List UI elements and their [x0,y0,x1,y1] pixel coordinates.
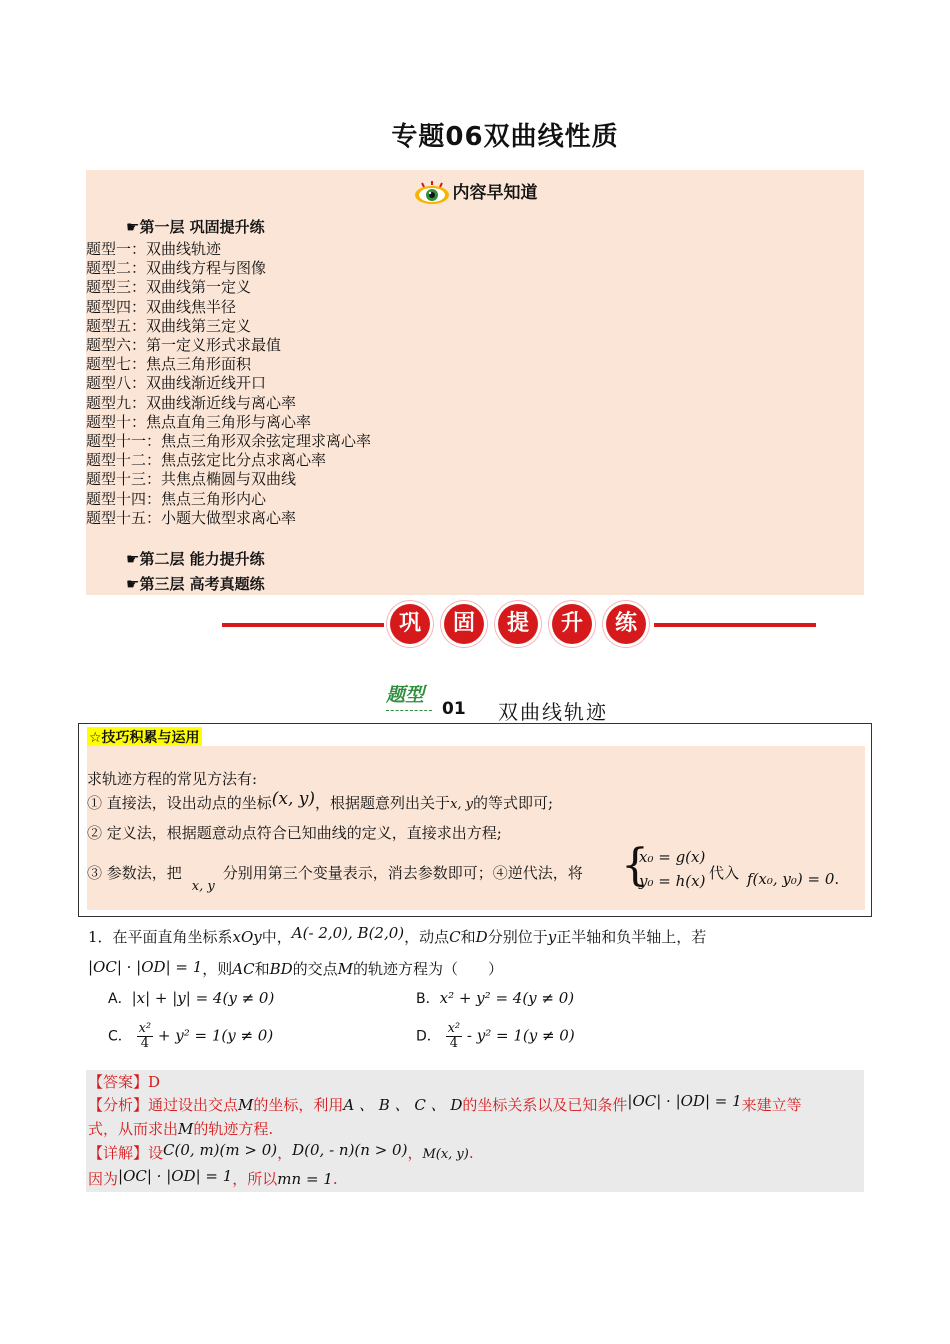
banner-char: 提 [498,604,538,644]
detail-line-2: 因为|OC| · |OD| = 1，所以mn = 1. [88,1167,338,1188]
type-item: 题型十二：焦点弦定比分点求离心率 [86,451,327,470]
type-item: 题型五：双曲线第三定义 [86,316,252,335]
banner-char: 练 [606,604,646,644]
type-item: 题型七：焦点三角形面积 [86,355,252,374]
type-item: 题型十一：焦点三角形双余弦定理求离心率 [86,432,372,451]
target-function: f(x₀, y₀) = 0. [747,870,840,888]
type-item: 题型三：双曲线第一定义 [86,278,252,297]
question-line-2: |OC| · |OD| = 1，则AC和BD的交点M的轨迹方程为（ ） [88,958,504,978]
answer-line: 【答案】D [88,1073,161,1091]
system-eq-1: x₀ = g(x) [639,848,706,866]
banner-char: 固 [444,604,484,644]
section-number: 01 [442,699,466,719]
banner-char: 巩 [390,604,430,644]
section-divider [386,710,432,711]
system-eq-2: y₀ = h(x) [639,872,706,890]
contents-header [86,178,864,206]
question-line-1: 1．在平面直角坐标系xOy中，A(- 2,0), B(2,0)，动点C和D分别位于y正半轴和负半轴上，若 [88,924,707,946]
section-name: 双曲线轨迹 [498,700,608,724]
answer-box [86,1070,864,1192]
contents-header-text: 内容早知道 [452,183,538,203]
layer-2-heading: ☛第二层 能力提升练 [126,550,265,568]
system-brace: { [621,840,649,891]
banner-char: 升 [552,604,592,644]
fraction: $\frac{\text{x²}}{4}$ [138,1021,152,1051]
eye-icon [413,180,451,206]
detail-line-1: 【详解】设C(0, m)(m > 0)，D(0, - n)(n > 0)，M(x, y). [88,1141,474,1162]
type-item: 题型四：双曲线焦半径 [86,297,237,316]
type-item: 题型二：双曲线方程与图像 [86,259,267,278]
type-item: 题型一：双曲线轨迹 [86,240,222,258]
analysis-line-2: 式，从而求出M的轨迹方程. [88,1120,274,1138]
option-b[interactable]: B．x² + y² = 4(y ≠ 0) [416,989,575,1007]
layer-3-heading: ☛第三层 高考真题练 [126,575,265,593]
skill-box [78,723,872,917]
skill-method-1: ① 直接法，设出动点的坐标(x, y)，根据题意列出关于x, y的等式即可; [87,789,554,812]
layer-1-heading: ☛第一层 巩固提升练 [126,218,265,236]
fraction: $\frac{\text{x²}}{4}$ [447,1021,461,1051]
contents-box [86,170,864,595]
skill-intro: 求轨迹方程的常见方法有: [87,770,258,788]
skill-tag: ☆技巧积累与运用 [87,727,202,747]
type-item: 题型十四：焦点三角形内心 [86,489,267,508]
type-item: 题型六：第一定义形式求最值 [86,336,282,355]
type-item: 题型八：双曲线渐近线开口 [86,374,267,393]
banner-line-right [654,623,816,627]
type-item: 题型十三：共焦点椭圆与双曲线 [86,470,297,489]
type-item: 题型十：焦点直角三角形与离心率 [86,412,312,431]
page-title: 专题06双曲线性质 [391,122,619,152]
option-c[interactable]: C． $\frac{\text{x²}}{4}$ + y² = 1(y ≠ 0) [108,1021,274,1051]
banner-line-left [222,623,384,627]
section-label: 题型 [386,684,425,706]
analysis-line-1: 【分析】通过设出交点M的坐标，利用A 、 B 、 C 、 D的坐标关系以及已知条件|OC| · |OD| = 1来建立等 [88,1092,802,1114]
type-item: 题型十五：小题大做型求离心率 [86,508,297,527]
type-item: 题型九：双曲线渐近线与离心率 [86,393,297,412]
option-a[interactable]: A．|x| + |y| = 4(y ≠ 0) [108,989,275,1007]
option-d[interactable]: D． $\frac{\text{x²}}{4}$ - y² = 1(y ≠ 0) [416,1021,575,1051]
skill-method-3: ③ 参数法，把x, y分别用第三个变量表示，消去参数即可；④逆代法，将 [87,864,583,894]
type-list [86,240,371,528]
substitute-word: 代入 [709,864,740,882]
skill-method-2: ② 定义法，根据题意动点符合已知曲线的定义，直接求出方程; [87,824,502,842]
skill-body [87,746,865,910]
